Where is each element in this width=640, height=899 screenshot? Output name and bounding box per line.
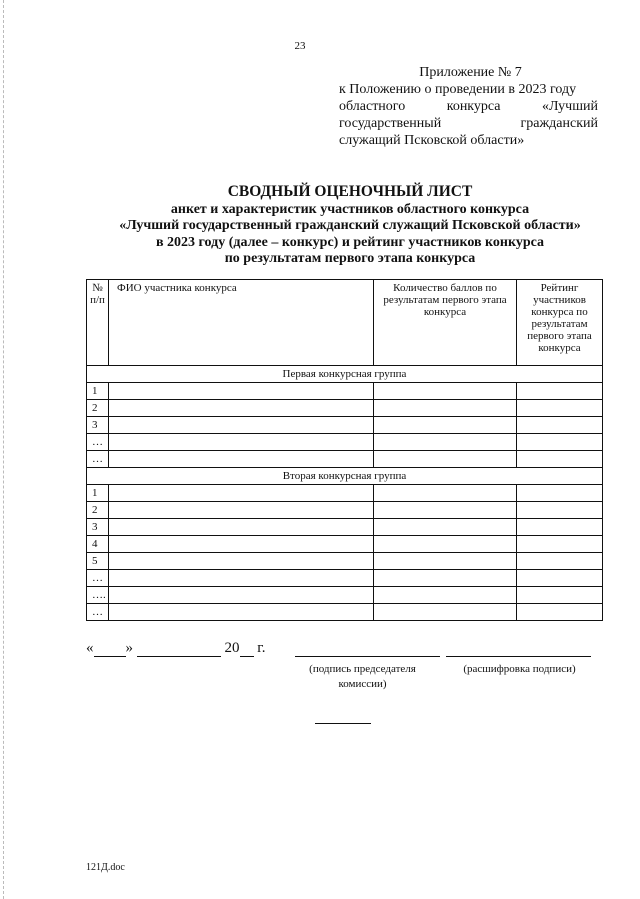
name-cell <box>109 536 374 553</box>
year-blank <box>240 644 254 657</box>
score-cell <box>374 553 517 570</box>
rating-cell <box>517 383 603 400</box>
name-cell <box>109 502 374 519</box>
row-number: … <box>87 604 109 621</box>
row-number: 2 <box>87 502 109 519</box>
row-number: … <box>87 434 109 451</box>
rating-cell <box>517 553 603 570</box>
rating-cell <box>517 502 603 519</box>
score-cell <box>374 502 517 519</box>
day-blank <box>94 644 126 657</box>
name-cell <box>109 519 374 536</box>
name-cell <box>109 553 374 570</box>
header-score: Количество баллов по результатам первого этапа конкурса <box>374 280 517 366</box>
document-heading <box>60 184 640 268</box>
rating-cell <box>517 434 603 451</box>
name-cell <box>109 417 374 434</box>
rating-cell <box>517 604 603 621</box>
appendix-line: служащий Псковской области» <box>339 133 525 148</box>
name-cell <box>109 587 374 604</box>
open-quote: « <box>86 640 94 656</box>
rating-cell <box>517 570 603 587</box>
name-cell <box>109 383 374 400</box>
score-cell <box>374 485 517 502</box>
signature-caption: (подпись председателя комиссии) <box>309 663 416 690</box>
row-number: 5 <box>87 553 109 570</box>
score-cell <box>374 604 517 621</box>
name-decode-line <box>446 656 591 657</box>
separator-line <box>315 723 371 724</box>
heading-line: «Лучший государственный гражданский служащий Псковской области» <box>119 218 581 233</box>
row-number: 1 <box>87 485 109 502</box>
score-cell <box>374 434 517 451</box>
appendix-line: областного конкурса «Лучший <box>339 99 598 114</box>
table-row <box>87 417 603 434</box>
rating-cell <box>517 400 603 417</box>
table-row <box>87 604 603 621</box>
table-row <box>87 485 603 502</box>
rating-cell <box>517 519 603 536</box>
year-suffix: г. <box>257 640 266 656</box>
row-number: 3 <box>87 417 109 434</box>
row-number: 4 <box>87 536 109 553</box>
name-cell <box>109 604 374 621</box>
appendix-title: Приложение № 7 <box>419 65 522 80</box>
header-name: ФИО участника конкурса <box>109 280 374 366</box>
heading-line: по результатам первого этапа конкурса <box>224 251 476 266</box>
rating-cell <box>517 587 603 604</box>
name-cell <box>109 451 374 468</box>
scan-edge <box>3 0 4 899</box>
rating-table <box>86 279 603 621</box>
decode-caption: (расшифровка подписи) <box>463 663 576 675</box>
table-row <box>87 434 603 451</box>
score-cell <box>374 400 517 417</box>
name-cell <box>109 485 374 502</box>
group-row <box>87 366 603 383</box>
file-name: 121Д.doc <box>86 862 125 873</box>
page-number: 23 <box>294 40 306 52</box>
group-label: Первая конкурсная группа <box>87 366 603 383</box>
rating-cell <box>517 536 603 553</box>
table-row <box>87 519 603 536</box>
heading-line: в 2023 году (далее – конкурс) и рейтинг участников конкурса <box>155 234 545 250</box>
score-cell <box>374 587 517 604</box>
header-number: № п/п <box>87 280 109 366</box>
row-number: 1 <box>87 383 109 400</box>
date-field <box>86 640 265 657</box>
row-number: … <box>87 451 109 468</box>
name-cell <box>109 434 374 451</box>
rating-cell <box>517 485 603 502</box>
document-title: СВОДНЫЙ ОЦЕНОЧНЫЙ ЛИСТ <box>227 183 473 200</box>
group-row <box>87 468 603 485</box>
table-row <box>87 553 603 570</box>
row-number: … <box>87 570 109 587</box>
score-cell <box>374 383 517 400</box>
name-cell <box>109 400 374 417</box>
score-cell <box>374 570 517 587</box>
score-cell <box>374 519 517 536</box>
table-header-row <box>87 280 603 366</box>
table-row <box>87 383 603 400</box>
heading-line: анкет и характеристик участников областного конкурса <box>170 201 530 217</box>
table-row <box>87 536 603 553</box>
table-row <box>87 502 603 519</box>
row-number: 3 <box>87 519 109 536</box>
group-label: Вторая конкурсная группа <box>87 468 603 485</box>
appendix-block <box>339 64 598 149</box>
year-prefix: 20 <box>224 640 240 656</box>
score-cell <box>374 451 517 468</box>
score-cell <box>374 417 517 434</box>
row-number: …. <box>87 587 109 604</box>
rating-cell <box>517 451 603 468</box>
month-blank <box>137 644 221 657</box>
appendix-line: к Положению о проведении в 2023 году <box>339 82 577 97</box>
table-row <box>87 400 603 417</box>
close-quote: » <box>125 640 133 656</box>
header-rating: Рейтинг участников конкурса по результатам первого этапа конкурса <box>517 280 603 366</box>
row-number: 2 <box>87 400 109 417</box>
appendix-line: государственный гражданский <box>339 116 598 131</box>
table-row <box>87 451 603 468</box>
name-cell <box>109 570 374 587</box>
table-row <box>87 587 603 604</box>
score-cell <box>374 536 517 553</box>
signature-line <box>295 656 440 657</box>
rating-cell <box>517 417 603 434</box>
table-row <box>87 570 603 587</box>
